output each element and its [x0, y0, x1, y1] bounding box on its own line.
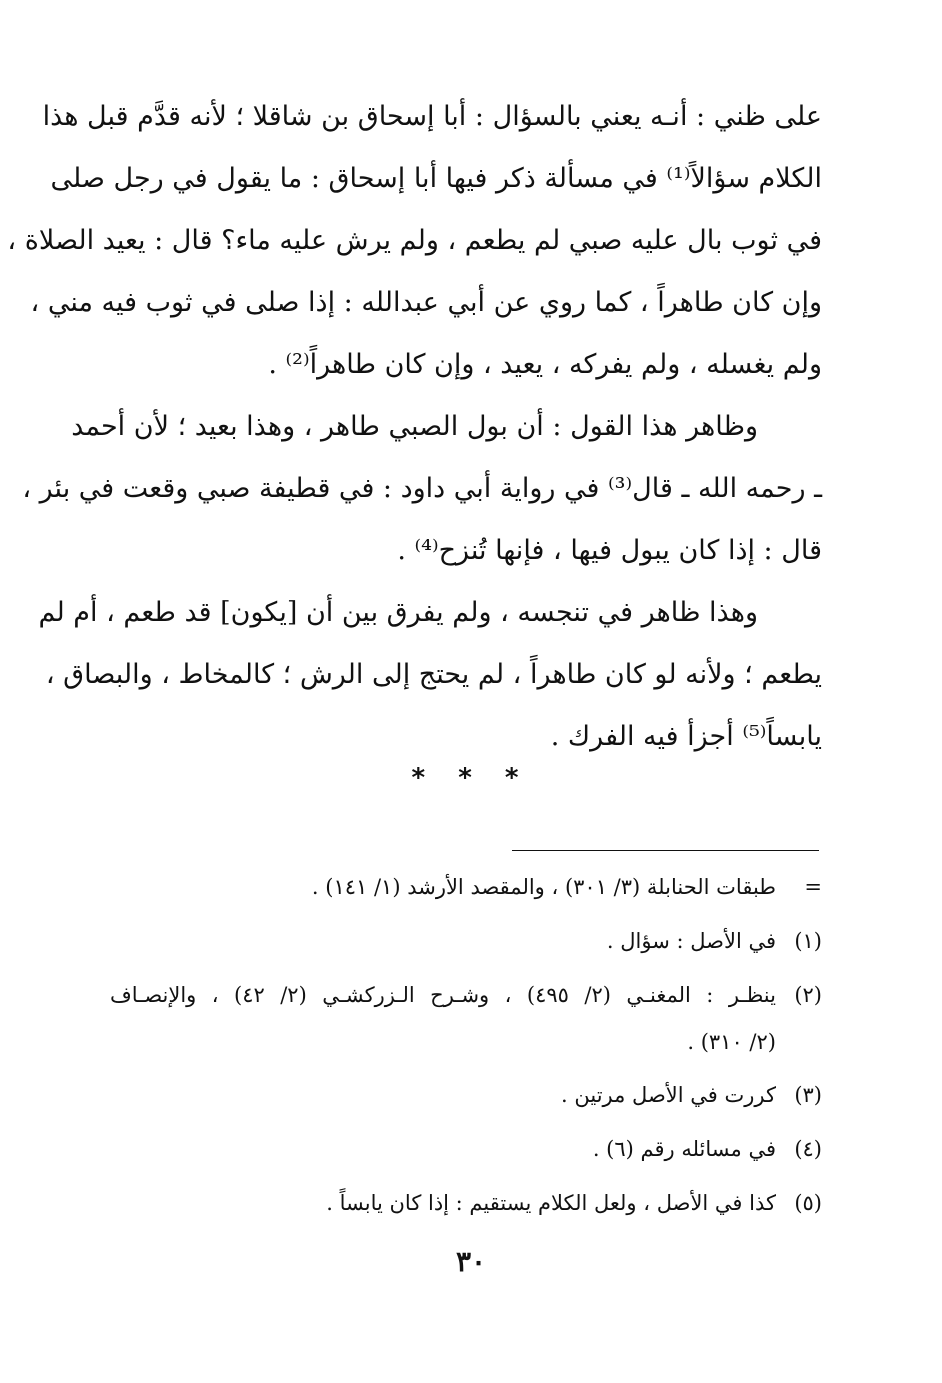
footnotes	[110, 860, 822, 1230]
footnote-2	[110, 968, 822, 1068]
text-line: يابساً⁽⁵⁾ أجزأ فيه الفرك .	[550, 721, 822, 752]
footnote-text: في الأصل : سؤال .	[606, 929, 776, 953]
footnote-text: ينظـر : المغنـي (٢/ ٤٩٥) ، وشـرح الـزركشـي (٢/ ٤٢) ، والإنصـاف	[110, 983, 776, 1007]
text-line: قال : إذا كان يبول فيها ، فإنها تُنزح⁽⁴⁾ .	[397, 535, 822, 566]
paragraph-2	[22, 396, 822, 582]
paragraph-1	[7, 86, 822, 396]
text-line: الكلام سؤالاً⁽¹⁾ في مسألة ذكر فيها أبا إسحاق : ما يقول في رجل صلى	[50, 163, 822, 194]
footnote-continued	[110, 860, 822, 914]
footnote-marker: =	[804, 875, 822, 899]
text-line: وظاهر هذا القول : أن بول الصبي طاهر ، وهذا بعيد ؛ لأن أحمد	[71, 411, 758, 442]
text-line: ولم يغسله ، ولم يفركه ، يعيد ، وإن كان طاهراً⁽²⁾ .	[268, 349, 822, 380]
footnote-text: كذا في الأصل ، ولعل الكلام يستقيم : إذا كان يابساً .	[326, 1191, 776, 1215]
text-line: يطعم ؛ ولأنه لو كان طاهراً ، لم يحتج إلى الرش ؛ كالمخاط ، والبصاق ،	[45, 659, 822, 690]
footnote-number: (٤)	[794, 1137, 822, 1161]
footnote-number: (١)	[794, 929, 822, 953]
footnote-number: (٢)	[794, 983, 822, 1007]
section-separator: * * *	[411, 763, 531, 793]
footnote-3	[110, 1068, 822, 1122]
page-number: ٣٠	[455, 1245, 487, 1278]
footnote-4	[110, 1122, 822, 1176]
text-line: وهذا ظاهر في تنجسه ، ولم يفرق بين أن [يكون] قد طعم ، أم لم	[38, 597, 758, 628]
footnote-text: طبقات الحنابلة (٣/ ٣٠١) ، والمقصد الأرشد (١/ ١٤١) .	[311, 875, 776, 899]
text-line: على ظني : أنـه يعني بالسؤال : أبا إسحاق بن شاقلا ؛ لأنه قدَّم قبل هذا	[42, 101, 822, 132]
footnote-rule	[512, 850, 819, 851]
footnote-1	[110, 914, 822, 968]
footnote-text: كررت في الأصل مرتين .	[561, 1083, 776, 1107]
footnote-continuation: (٢/ ٣١٠) .	[687, 1030, 776, 1054]
main-text	[7, 86, 822, 768]
footnote-number: (٥)	[794, 1191, 822, 1215]
footnote-number: (٣)	[794, 1083, 822, 1107]
text-line: ـ رحمه الله ـ قال⁽³⁾ في رواية أبي داود : في قطيفة صبي وقعت في بئر ،	[22, 473, 822, 504]
footnote-text: في مسائله رقم (٦) .	[592, 1137, 776, 1161]
text-line: في ثوب بال عليه صبي لم يطعم ، ولم يرش عليه ماء؟ قال : يعيد الصلاة ،	[7, 225, 822, 256]
footnote-5	[110, 1176, 822, 1230]
text-line: وإن كان طاهراً ، كما روي عن أبي عبدالله : إذا صلى في ثوب فيه مني ،	[30, 287, 822, 318]
paragraph-3	[38, 582, 822, 768]
